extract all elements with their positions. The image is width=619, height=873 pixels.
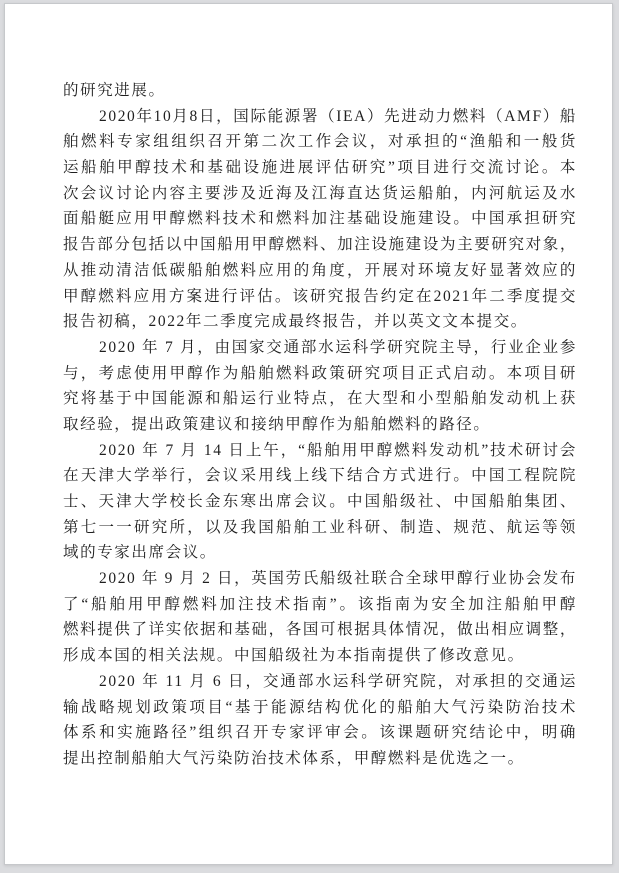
text-line: 提出控制船舶大气污染防治技术体系，甲醇燃料是优选之一。 <box>63 749 525 767</box>
text-line: 2020 年 7 月，由国家交通部水运科学研究院主导，行业企业参 <box>99 338 577 356</box>
text-line: 的研究进展。 <box>63 82 166 99</box>
text-line: 了“船舶用甲醇燃料加注技术指南”。该指南为安全加注船舶甲醇 <box>63 595 577 613</box>
text-line: 2020 年 11 月 6 日，交通部水运科学研究院，对承担的交通运 <box>99 672 577 690</box>
text-line: 燃料提供了详实依据和基础，各国可根据具体情况，做出相应调整， <box>63 621 577 639</box>
text-line: 与，考虑使用甲醇作为船舶燃料政策研究项目正式启动。本项目研 <box>63 364 577 382</box>
text-line: 体系和实施路径”组织召开专家评审会。该课题研究结论中，明确 <box>63 724 577 742</box>
text-line: 2020 年 7 月 14 日上午，“船舶用甲醇燃料发动机”技术研讨会 <box>99 441 577 459</box>
text-line: 士、天津大学校长金东寒出席会议。中国船级社、中国船舶集团、 <box>63 493 577 510</box>
text-line: 究将基于中国能源和船运行业特点，在大型和小型船舶发动机上获 <box>63 390 577 408</box>
text-line: 报告初稿，2022年二季度完成最终报告，并以英文文本提交。 <box>63 313 528 331</box>
text-line: 第七一一研究所，以及我国船舶工业科研、制造、规范、航运等领 <box>63 518 577 536</box>
text-line: 次会议讨论内容主要涉及近海及江海直达货运船舶，内河航运及水 <box>63 184 577 202</box>
text-line: 域的专家出席会议。 <box>63 544 217 562</box>
text-line: 取经验，提出政策建议和接纳甲醇作为船舶燃料的路径。 <box>63 415 491 433</box>
text-line: 输战略规划政策项目“基于能源结构优化的船舶大气污染防治技术 <box>63 698 577 716</box>
text-line: 2020年10月8日，国际能源署（IEA）先进动力燃料（AMF）船 <box>99 107 577 125</box>
text-line: 舶燃料专家组组织召开第二次工作会议，对承担的“渔船和一般货 <box>63 133 577 151</box>
document-page <box>4 3 613 865</box>
text-line: 2020 年 9 月 2 日，英国劳氏船级社联合全球甲醇行业协会发布 <box>99 570 577 588</box>
document-text <box>63 78 577 772</box>
text-line: 运船舶甲醇技术和基础设施进展评估研究”项目进行交流讨论。本 <box>63 159 577 177</box>
text-line: 报告部分包括以中国船用甲醇燃料、加注设施建设为主要研究对象， <box>63 236 577 254</box>
text-line: 甲醇燃料应用方案进行评估。该研究报告约定在2021年二季度提交 <box>63 287 577 305</box>
text-line: 形成本国的相关法规。中国船级社为本指南提供了修改意见。 <box>63 647 525 665</box>
text-line: 在天津大学举行，会议采用线上线下结合方式进行。中国工程院院 <box>63 467 577 485</box>
text-line: 从推动清洁低碳船舶燃料应用的角度，开展对环境友好显著效应的 <box>63 261 577 279</box>
text-line: 面船艇应用甲醇燃料技术和燃料加注基础设施建设。中国承担研究 <box>63 210 577 228</box>
